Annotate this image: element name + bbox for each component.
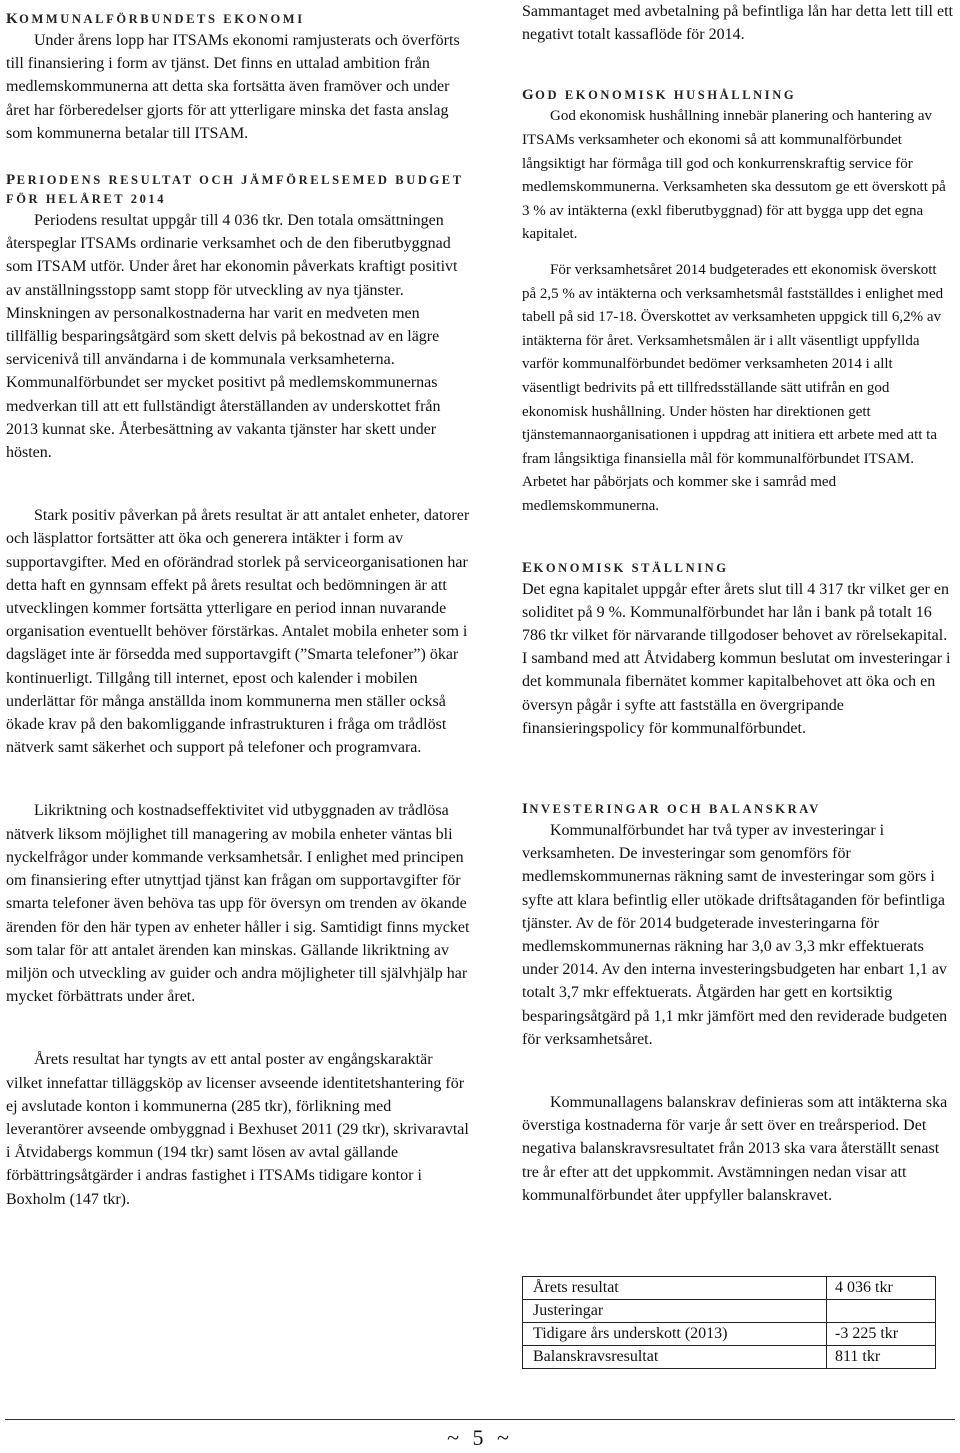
page-number: ~ 5 ~: [447, 1425, 513, 1450]
heading-investeringar-balanskrav: INVESTERINGAR OCH BALANSKRAV: [522, 800, 821, 817]
paragraph-god-ekonomisk-2: För verksamhetsåret 2014 budgeterades ett ekonomisk överskott på 2,5 % av intäkterna och verksamhetsmål fastställdes i enlighet med tabell på sid 17-18. Överskottet av verksamheten uppgick till 6,2% av intäkterna för året. Verksamhetsmålen är i allt väsentligt uppfyllda varför kommunalförbundet bedömer verksamheten 2014 i allt väsentligt bedrivits på ett tillfredsställande sätt utifrån en god ekonomisk hushållning. Under hösten har direktionen gett tjänstemannaorganisationen i uppdrag att initiera ett arbete med att ta fram långsiktiga finansiella mål för kommunalförbundet ITSAM. Arbetet har påbörjats och kommer ske i samråd med medlemskommunerna.: [522, 261, 944, 514]
paragraph-god-ekonomisk-1: God ekonomisk hushållning innebär planering och hantering av ITSAMs verksamheter och ekonomi så att kommunalförbundet långsiktigt har förmåga till god och konkurrenskraftig service för medlemskommunerna. Verksamheten ska dessutom ge ett överskott på 3 % av intäkterna (exkl fiberutbyggnad) för att bygga upp det egna kapitalet.: [522, 108, 946, 243]
heading-ekonomisk-stallning: EKONOMISK STÄLLNING: [522, 559, 729, 576]
paragraph-likriktning: Likriktning och kostnadseffektivitet vid utbyggnaden av trådlösa nätverk liksom möjlighet till managering av mobila enheter väntas bli nyckelfrågor under kommande verksamhetsår. I enlighet med principen om finansiering efter utnyttjad tjänst kan frågan om supportavgifter för smarta telefoner även behöva tas upp för översyn om trenden av ökande ärenden för den här typen av enheter håller i sig. Samtidigt finns mycket som talar för att antalet ärenden kan minskas. Gällande likriktning av miljön och utveckling av guider och andra möjligheter till självhjälp har mycket förbättrats under året.: [6, 802, 470, 1006]
heading-periodens-resultat: PERIODENS RESULTAT OCH JÄMFÖRELSEMED BUDGET FÖR HELÅRET 2014: [6, 172, 464, 207]
paragraph-arets-resultat: Årets resultat har tyngts av ett antal poster av engångskaraktär vilket innefattar tilläggsköp av licenser avseende identitetshantering för ej avslutade konton i kommunerna (285 tkr), förlikning med leverantörer avseende ombyggnad i Bexhuset 2011 (29 tkr), skrivaravtal i Åtvidabergs kommun (194 tkr) samt lösen av avtal gällande förbättringsåtgärder i andras fastighet i ITSAMs tidigare kontor i Boxholm (147 tkr).: [6, 1051, 469, 1208]
table-cell-label: Justeringar: [523, 1300, 827, 1323]
table-row: [523, 1277, 936, 1300]
right-column: [522, 0, 954, 1207]
table-row: [523, 1300, 936, 1323]
table-cell-value: [827, 1300, 936, 1323]
left-column: [6, 0, 470, 1211]
balanskrav-table: [522, 1276, 936, 1369]
table-cell-label: Årets resultat: [523, 1277, 827, 1300]
paragraph-sammantaget: Sammantaget med avbetalning på befintliga lån har detta lett till ett negativt totalt kassaflöde för 2014.: [522, 3, 953, 44]
paragraph-stark-positiv: Stark positiv påverkan på årets resultat är att antalet enheter, datorer och läsplattor fortsätter att öka och generera intäkter i form av supportavgifter. Med en oförändrad storlek på serviceorganisationen har detta haft en gynnsam effekt på årets resultat och bedömningen är att utvecklingen kommer fortsätta ytterligare en period innan nuvarande organisation eventuellt behöver förstärkas. Antalet mobila enheter som i dagsläget inte är försedda med supportavgift (”Smarta telefoner”) ökar kontinuerligt. Tillgång till internet, epost och kalender i mobilen underlättar för många anställda inom kommunerna men ställer också ökade krav på den bakomliggande infrastrukturen i fråga om trådlöst nätverk samt säkerhet och support på telefoner och programvara.: [6, 507, 470, 757]
table-cell-label: Balanskravsresultat: [523, 1346, 827, 1369]
paragraph-investeringar: Kommunalförbundet har två typer av investeringar i verksamheten. De investeringar som genomförs för medlemskommunernas räkning samt de investeringar som görs i syfte att klara befintlig eller utökade driftsåtaganden för befintliga tjänster. Av de för 2014 budgeterade investeringarna för medlemskommunernas räkning har 3,0 av 3,3 mkr effektuerats under 2014. Av den interna investeringsbudgeten har enbart 1,1 av totalt 3,7 mkr effektuerats. Åtgärden har gett en kortsiktig besparingsåtgärd på 1,1 mkr jämfört med den reviderade budgeten för verksamhetsåret.: [522, 821, 948, 1048]
heading-kommunalforbundets-ekonomi: KOMMUNALFÖRBUNDETS EKONOMI: [6, 11, 305, 27]
table-cell-label: Tidigare års underskott (2013): [523, 1323, 827, 1346]
table-cell-value: 811 tkr: [827, 1346, 936, 1369]
footer-divider: [5, 1419, 955, 1420]
table-row: [523, 1323, 936, 1346]
heading-god-ekonomisk-hushallning: GOD EKONOMISK HUSHÅLLNING: [522, 87, 797, 104]
paragraph-periodens-resultat: Periodens resultat uppgår till 4 036 tkr. Den totala omsättningen återspeglar ITSAMs ordinarie verksamhet och de den fiberutbyggnad som ITSAM utför. Under året har ekonomin påverkats kraftigt positivt av anställningsstopp samt stopp för utveckling av nya tjänster. Minskningen av personalkostnaderna har varit en medveten men tillfällig besparingsåtgärd som skett delvis på bekostnad av en lägre servicenivå till användarna i de kommunala verksamheterna. Kommunalförbundet ser mycket positivt på medlemskommunernas medverkan till att ett fullständigt återställanden av underskottet från 2013 kunnat ske. Återbesättning av vakanta tjänster har skett under hösten.: [6, 212, 458, 462]
table-cell-value: 4 036 tkr: [827, 1277, 936, 1300]
table-row: [523, 1346, 936, 1369]
paragraph-ekonomisk-stallning: Det egna kapitalet uppgår efter årets slut till 4 317 tkr vilket ger en soliditet på 9 %. Kommunalförbundet har lån i bank på totalt 16 786 tkr vilket för närvarande tillgodoser behovet av rörelsekapital. I samband med att Åtvidaberg kommun beslutat om investeringar i det kommunala fibernätet kommer kapitalbehovet att öka och en översyn pågår i syfte att fastställa en övergripande finansieringspolicy för kommunalförbundet.: [522, 580, 951, 737]
table-cell-value: -3 225 tkr: [827, 1323, 936, 1346]
paragraph-ekonomi: Under årens lopp har ITSAMs ekonomi ramjusterats och överförts till finansiering i form av tjänst. Det finns en uttalad ambition från medlemskommunerna att detta ska fortsätta även framöver och under året har förberedelser gjorts för att ytterligare minska det fasta anslag som kommunerna betalar till ITSAM.: [6, 32, 460, 142]
paragraph-balanskrav: Kommunallagens balanskrav definieras som att intäkterna ska överstiga kostnaderna för varje år sett över en treårsperiod. Det negativa balanskravsresultatet från 2013 ska vara återställt senast tre år efter att det uppkommit. Avstämningen nedan visar att kommunalförbundet åter uppfyller balanskravet.: [522, 1093, 948, 1204]
